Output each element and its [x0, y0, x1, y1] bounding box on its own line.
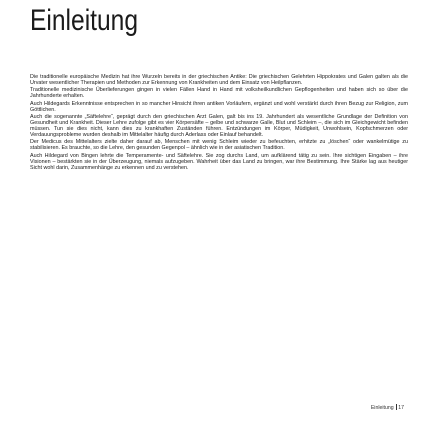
paragraph: Die traditionelle europäische Medizin hat ihre Wurzeln bereits in der griechischen Antike: Die griechischen Gelehrten Hippokrates und Galen galten als die Urvater wesentlicher Therapien und Methoden zur Erkennung von Krankheiten und dem Einsatz von Heilpflanzen. [30, 74, 408, 87]
paragraph: Traditionelle medizinische Überlieferungen gingen in vielen Fällen Hand in Hand mit volksheilkundlichen Gepflogenheiten und haben sich so über die Jahrhunderte erhalten. [30, 87, 408, 100]
page-number: 17 [398, 405, 404, 411]
paragraph: Auch Hildegard von Bingen lehrte die Temperamente- und Säftelehre. Sie zog durchs Land, um aufklärend tätig zu sein. Ihre sichtigen Eingaben – ihre Visionen – bestärkten sie in der Überzeugung, niemals aufzugeben. Wahrheit über das Land zu bringen, war ihre Bestimmung. Ihre Stärke lag aus heutiger Sicht wohl darin, Zusammenhänge zu erkennen und zu verstehen. [30, 152, 408, 171]
paragraph: Auch Hildegards Erkenntnisse entsprechen in so mancher Hinsicht ihren antiken Vorläufern, ergänzt und wohl verstärkt durch ihren Bezug zur Religion, zum Göttlichen. [30, 100, 408, 113]
paragraph: Der Medicus des Mittelalters zielte daher darauf ab, Menschen mit wenig Schleim wieder zu befeuchten, erhitzte zu „löschen“ oder wankelmütige zu stabilisieren. Es brauchte, so die Lehre, den gesunden Gegenpol – ähnlich wie in der asiatischen Tradition. [30, 139, 408, 152]
page-footer [371, 404, 404, 411]
footer-section-label: Einleitung [370, 405, 394, 411]
chapter-heading: Einleitung [30, 4, 139, 37]
footer-separator [396, 404, 397, 410]
body-text [30, 74, 408, 172]
paragraph: Auch die sogenannte „Säftelehre“, geprägt durch den griechischen Arzt Galen, galt bis ins 19. Jahrhundert als wesentliche Grundlage der Definition von Gesundheit und Krankheit. Dieser Lehre zufolge gibt es vier Körpersäfte – gelbe und schwarze Galle, Blut und Schleim –, die sich im Gleichgewicht befinden müssen. Tun sie dies nicht, kann dies zu krankhaften Zuständen führen. Entzündungen im Körper, Müdigkeit, Unwohlsein, Kopfschmerzen oder Verdauungsprobleme wurden deshalb im Mittelalter häufig durch Aderlass oder Einlauf behandelt. [30, 113, 408, 138]
